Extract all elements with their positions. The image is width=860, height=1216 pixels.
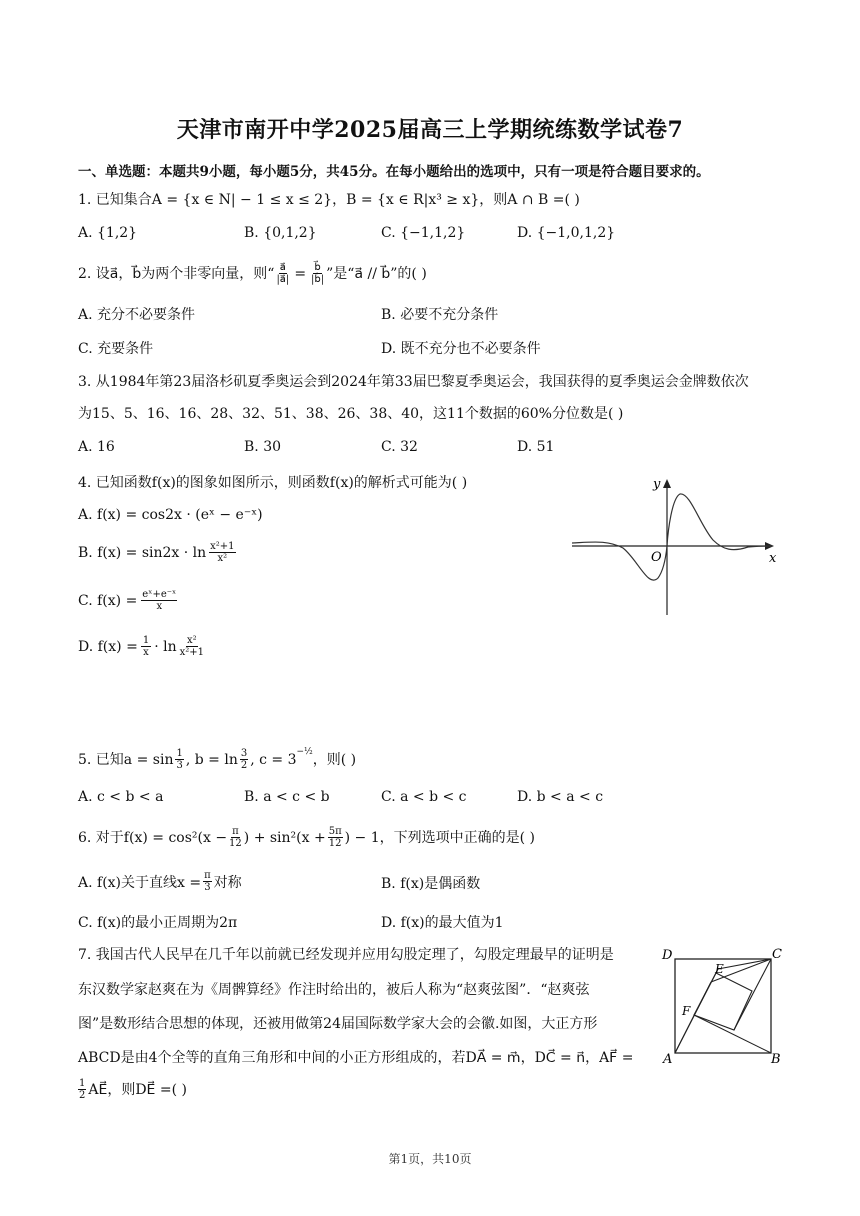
question-6-stem: 6. 对于f(x) = cos²(x − $\frac{\pi}{12}$ ) + sin²(x + $\frac{5\pi}{12}$ ) − 1，下列选项中正确的是( ) bbox=[78, 826, 536, 849]
label-f: F bbox=[682, 1004, 691, 1018]
question-7-line-3: 图”是数形结合思想的体现，还被用做第24届国际数学家大会的会徽.如图，大正方形 bbox=[78, 1016, 598, 1032]
question-7-line-1: 7. 我国古代人民早在几千年以前就已经发现并应用勾股定理了，勾股定理最早的证明是 bbox=[78, 947, 614, 963]
q5-option-b: B. a < c < b bbox=[244, 789, 330, 805]
label-b: B bbox=[771, 1052, 781, 1065]
q2-fraction-a: $\frac{a⃗}{|a⃗|}$ bbox=[276, 262, 290, 285]
line-fb bbox=[694, 1015, 771, 1053]
q2-option-c: C. 充要条件 bbox=[78, 341, 154, 357]
q1-option-a: A. {1,2} bbox=[78, 225, 138, 241]
y-axis-label: y bbox=[653, 477, 661, 492]
q6-option-a: A. f(x)关于直线x = $\frac{\pi}{3}$ 对称 bbox=[78, 870, 242, 893]
q2-stem-a: 2. 设a⃗，b⃗为两个非零向量，则“ bbox=[78, 265, 275, 282]
q4-option-d: D. f(x) = $\frac{1}{x}$ · ln x² x²+1 bbox=[78, 635, 204, 658]
q4-option-b: B. f(x) = sin2x · ln x²+1 x² bbox=[78, 541, 235, 564]
inner-square bbox=[694, 973, 752, 1030]
q1-option-d: D. {−1,0,1,2} bbox=[517, 225, 616, 241]
q6-option-c: C. f(x)的最小正周期为2π bbox=[78, 915, 238, 931]
q5-option-a: A. c < b < a bbox=[78, 789, 164, 805]
q2-option-d: D. 既不充分也不必要条件 bbox=[381, 341, 541, 357]
q1-option-b: B. {0,1,2} bbox=[244, 225, 317, 241]
label-e: E bbox=[715, 962, 724, 976]
page-title: 天津市南开中学2025届高三上学期统练数学试卷7 bbox=[176, 117, 684, 143]
q4-function-graph bbox=[568, 470, 783, 620]
question-1-stem: 1. 已知集合A = {x ∈ N| − 1 ≤ x ≤ 2}，B = {x ∈ R|x³ ≥ x}，则A ∩ B =( ) bbox=[78, 192, 580, 208]
function-curve bbox=[572, 494, 772, 580]
question-3-line-1: 3. 从1984年第23届洛杉矶夏季奥运会到2024年第33届巴黎夏季奥运会，我国获得的夏季奥运会金牌数依次 bbox=[78, 374, 749, 390]
line-cb bbox=[734, 959, 771, 1030]
label-a: A bbox=[663, 1052, 673, 1065]
section-header: 一、单选题：本题共9小题，每小题5分，共45分。在每小题给出的选项中，只有一项是符合题目要求的。 bbox=[78, 164, 710, 180]
q6-option-b: B. f(x)是偶函数 bbox=[381, 876, 481, 892]
q3-option-a: A. 16 bbox=[78, 439, 115, 455]
q6-option-d: D. f(x)的最大值为1 bbox=[381, 915, 504, 931]
q2-stem-b: ”是“a⃗ // b⃗”的( ) bbox=[326, 265, 427, 282]
q3-option-d: D. 51 bbox=[517, 439, 555, 455]
q7-chord-diagram bbox=[660, 945, 785, 1065]
q5-option-c: C. a < b < c bbox=[381, 789, 467, 805]
question-4-stem: 4. 已知函数f(x)的图象如图所示，则函数f(x)的解析式可能为( ) bbox=[78, 475, 468, 491]
q2-option-a: A. 充分不必要条件 bbox=[78, 307, 196, 323]
q4-option-c: C. f(x) = $\frac{\text{eˣ+e⁻ˣ}}{x}$ bbox=[78, 589, 177, 612]
page-footer: 第1页，共10页 bbox=[388, 1152, 472, 1166]
question-7-line-4: ABCD是由4个全等的直角三角形和中间的小正方形组成的，若DA⃗ = m⃗，DC⃗ = n⃗，AF⃗ = bbox=[78, 1050, 634, 1066]
label-c: C bbox=[772, 947, 782, 962]
q3-option-b: B. 30 bbox=[244, 439, 282, 455]
origin-label: O bbox=[651, 550, 662, 565]
x-axis-label: x bbox=[769, 551, 777, 566]
question-7-line-5: 1 2 AE⃗，则DE⃗ =( ) bbox=[79, 1078, 187, 1101]
q3-option-c: C. 32 bbox=[381, 439, 418, 455]
question-7-line-2: 东汉数学家赵爽在为《周髀算经》作注时给出的，被后人称为“赵爽弦图”．“赵爽弦 bbox=[78, 982, 590, 998]
question-5-stem: 5. 已知a = sin 1 3 , b = ln 3 2 , c = 3 −½ ，则( ) bbox=[78, 746, 357, 771]
question-2-stem: 2. 设a⃗，b⃗为两个非零向量，则“ $\frac{a⃗}{|a⃗|}$ = $\frac{b⃗}{|b⃗|}$ ”是“a⃗ // b⃗”的( ) bbox=[78, 262, 427, 285]
q5-option-d: D. b < a < c bbox=[517, 789, 604, 805]
q2-fraction-b: $\frac{b⃗}{|b⃗|}$ bbox=[311, 262, 325, 285]
q2-option-b: B. 必要不充分条件 bbox=[381, 307, 499, 323]
label-d: D bbox=[662, 948, 673, 963]
question-3-line-2: 为15、5、16、16、28、32、51、38、26、38、40，这11个数据的60%分位数是( ) bbox=[78, 406, 624, 422]
y-axis-arrow-icon bbox=[663, 479, 671, 488]
q1-option-c: C. {−1,1,2} bbox=[381, 225, 466, 241]
q4-option-a: A. f(x) = cos2x · (eˣ − e⁻ˣ) bbox=[78, 507, 263, 523]
